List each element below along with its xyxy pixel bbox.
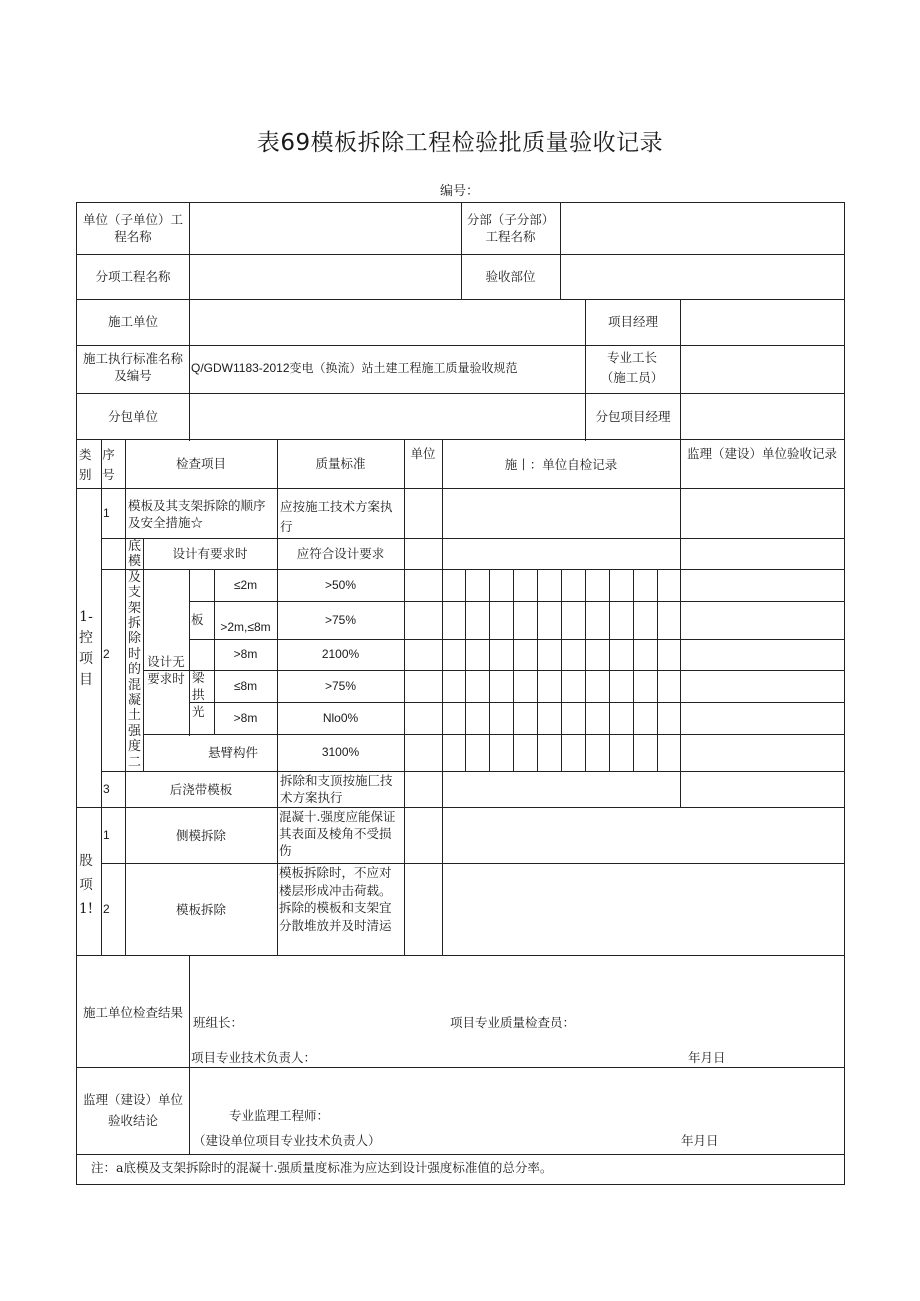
acceptance-part-label: 验收部位: [485, 269, 536, 284]
subcontract-unit-label: 分包单位: [107, 409, 158, 424]
span-le-8m-beam: ≤8m: [233, 679, 258, 693]
design-required-label: 设计有要求时: [172, 546, 248, 561]
general-row-1-standard: 混凝十.强度应能保证其表面及棱角不受损伤: [279, 809, 396, 858]
supervision-header: 监理（建设）单位验收记录: [686, 446, 837, 461]
sub-part-label: 分部（子分部）工程名称: [466, 212, 555, 244]
general-row-2-item: 模板拆除: [175, 902, 226, 917]
quality-inspector-label: 项目专业质量检查员：: [450, 1015, 576, 1030]
main-row-1-seq: 1: [103, 506, 110, 520]
main-row-1-item: 模板及其支架拆除的顺序及安全措施☆: [128, 498, 266, 530]
main-row-3-standard: 拆除和支顶按施匚技术方案执行: [280, 773, 393, 805]
construction-unit-label: 施工单位: [107, 314, 158, 329]
supervision-date-label: 年月日: [681, 1133, 719, 1148]
value-le-2m: >50%: [324, 578, 357, 592]
main-row-1-standard: 应按施工技术方案执行: [280, 499, 393, 534]
main-control-label: 1-控项目: [79, 609, 93, 688]
cantilever-label: 悬臂构件: [207, 745, 258, 760]
foreman-label: 专业工长（施工员）: [600, 350, 664, 385]
value-2m-8m: >75%: [324, 613, 357, 627]
span-2m-8m: >2m,≤8m: [220, 620, 271, 634]
standard-header: 质量标准: [315, 456, 366, 471]
subcontract-manager-label: 分包项目经理: [595, 409, 671, 424]
doc-number-label: 编号：: [440, 184, 480, 199]
unit-project-label: 单位（子单位）工程名称: [82, 212, 183, 244]
sub-part-value[interactable]: [561, 207, 843, 253]
seq-header: 序号: [102, 447, 115, 482]
slab-label: 板: [191, 612, 204, 627]
construction-date-label: 年月日: [688, 1050, 726, 1065]
self-check-header: 施丨：单位自检记录: [504, 457, 618, 472]
category-header: 类别: [79, 447, 92, 482]
unit-project-value[interactable]: [189, 207, 461, 253]
main-row-2-seq: 2: [103, 647, 110, 661]
check-item-header: 检查项目: [175, 456, 226, 471]
cantilever-value: 3100%: [321, 745, 360, 759]
beam-label: 梁拱光: [192, 670, 205, 719]
general-row-2-standard: 模板拆除时，不应对楼层形成冲击荷载。拆除的模板和支架宜分散堆放并及时清运: [279, 865, 392, 933]
general-row-1-item: 侧模拆除: [175, 828, 226, 843]
no-design-label: 设计无要求时: [147, 654, 185, 686]
span-gt-8m-slab: >8m: [233, 647, 258, 661]
value-le-8m-beam: >75%: [324, 679, 357, 693]
project-manager-label: 项目经理: [607, 314, 658, 329]
supervision-engineer-label: 专业监理工程师：: [229, 1108, 330, 1123]
supervision-conclusion-label: 监理（建设）单位验收结论: [82, 1092, 183, 1128]
document-title: 表69模板拆除工程检验批质量验收记录: [256, 130, 664, 156]
main-row-3-seq: 3: [103, 782, 110, 796]
standard-value: Q/GDW1183-2012变电（换流）站土建工程施工质量验收规范: [191, 361, 518, 375]
span-gt-8m-beam: >8m: [233, 711, 258, 725]
general-row-1-seq: 1: [103, 828, 110, 842]
main-row-3-item: 后浇带模板: [169, 782, 233, 797]
item-project-label: 分项工程名称: [95, 269, 171, 284]
value-gt-8m-slab: 2100%: [321, 647, 360, 661]
tech-lead-label: 项目专业技术负责人：: [191, 1050, 317, 1065]
general-label: 股项1!: [79, 853, 94, 917]
unit-header: 单位: [410, 446, 436, 461]
construction-result-label: 施工单位检查结果: [82, 1005, 183, 1020]
footnote: 注：a底模及支架拆除时的混凝十.强质量度标准为应达到设计强度标准值的总分率。: [91, 1160, 553, 1175]
value-gt-8m-beam: Nlo0%: [322, 711, 359, 725]
general-row-2-seq: 2: [103, 902, 110, 916]
standard-label: 施工执行标准名称及编号: [82, 351, 183, 383]
concrete-strength-label: 底模及支架拆除时的混凝土强度二: [128, 539, 142, 770]
team-leader-label: 班组长：: [193, 1015, 244, 1030]
owner-tech-lead-label: （建设单位项目专业技术负责人）: [193, 1133, 381, 1148]
span-le-2m: ≤2m: [233, 578, 258, 592]
acceptance-record-table: [76, 202, 845, 1185]
design-required-standard: 应符合设计要求: [296, 546, 385, 561]
